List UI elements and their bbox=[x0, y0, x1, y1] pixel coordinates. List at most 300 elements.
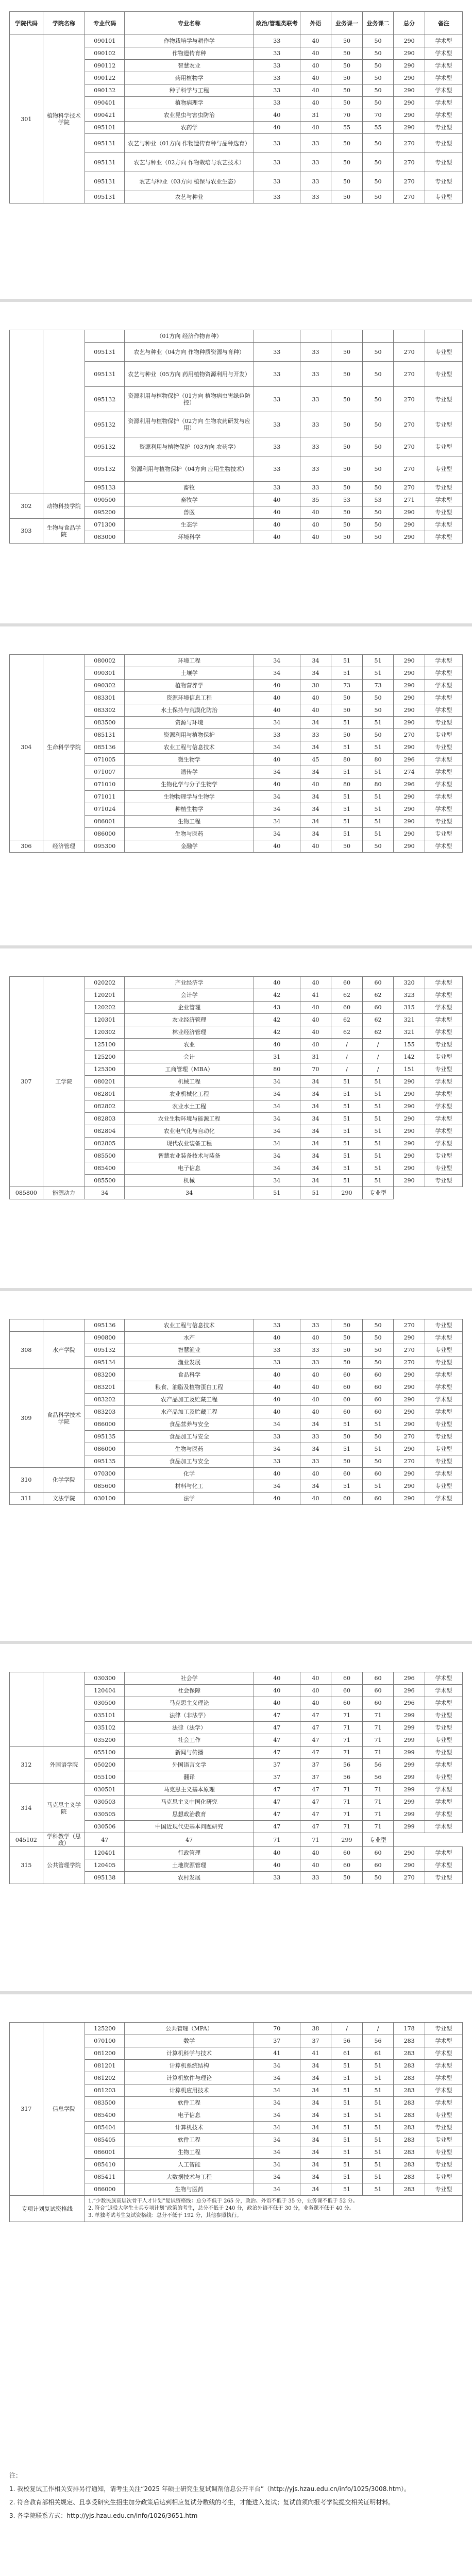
score-cell: 62 bbox=[362, 1026, 394, 1039]
major-name-cell: 资源利用与植物保护（01方向 植物病虫害绿色防控） bbox=[125, 387, 254, 412]
major-name-cell: 土壤学 bbox=[125, 667, 254, 680]
score-cell: 51 bbox=[331, 1418, 363, 1431]
score-cell: 56 bbox=[331, 1771, 363, 1784]
score-cell: 270 bbox=[394, 437, 425, 456]
score-cell: 34 bbox=[300, 655, 331, 667]
table-row bbox=[10, 35, 463, 47]
score-cell: 40 bbox=[300, 1468, 331, 1480]
score-cell: 34 bbox=[300, 1480, 331, 1493]
major-name-cell: 农艺与种业（05方向 药用植物资源利用与开发） bbox=[125, 362, 254, 387]
major-code-cell: 095133 bbox=[85, 482, 125, 494]
score-cell: 290 bbox=[394, 667, 425, 680]
score-cell: 34 bbox=[254, 1480, 300, 1493]
table-row bbox=[10, 1847, 463, 1859]
score-cell: 专业型 bbox=[362, 1833, 394, 1847]
score-cell: 33 bbox=[300, 343, 331, 362]
major-name-cell: 法律（非法学） bbox=[125, 1709, 254, 1722]
major-code-cell: 030100 bbox=[85, 1493, 125, 1505]
score-cell: 60 bbox=[331, 1672, 363, 1685]
major-name-cell: 资源利用与植物保护 bbox=[125, 729, 254, 741]
score-cell: 34 bbox=[300, 791, 331, 803]
major-name-cell: 食品加工与安全 bbox=[125, 1431, 254, 1443]
score-table bbox=[9, 11, 463, 204]
table-row bbox=[10, 840, 463, 853]
score-cell: 71 bbox=[254, 1833, 300, 1847]
score-cell: 41 bbox=[300, 2047, 331, 2060]
score-cell: 290 bbox=[394, 1138, 425, 1150]
score-cell: 40 bbox=[300, 519, 331, 531]
score-cell: 51 bbox=[362, 741, 394, 754]
score-table bbox=[9, 1672, 463, 1884]
college-code-cell: 302 bbox=[10, 494, 43, 519]
major-name-cell: 智慧农业 bbox=[125, 60, 254, 72]
score-cell: 40 bbox=[300, 1859, 331, 1872]
score-cell: 71 bbox=[362, 1709, 394, 1722]
score-cell: 62 bbox=[331, 1026, 363, 1039]
score-cell: 60 bbox=[331, 1406, 363, 1418]
major-name-cell: 畜牧学 bbox=[125, 494, 254, 506]
major-code-cell: 120401 bbox=[85, 1847, 125, 1859]
score-cell: 学术型 bbox=[425, 1468, 462, 1480]
score-cell: 50 bbox=[331, 412, 363, 437]
score-cell: 62 bbox=[362, 1014, 394, 1026]
major-name-cell: 资源环境信息工程 bbox=[125, 692, 254, 704]
table-row bbox=[10, 330, 463, 343]
major-code-cell bbox=[85, 330, 125, 343]
major-name-cell: 机械工程 bbox=[125, 1076, 254, 1088]
score-cell: 80 bbox=[362, 754, 394, 766]
major-name-cell: 农艺与种业（03方向 植保与农业生态） bbox=[125, 172, 254, 191]
score-cell: 34 bbox=[300, 1443, 331, 1455]
score-cell: 33 bbox=[300, 1319, 331, 1332]
score-cell: 290 bbox=[394, 72, 425, 84]
college-name-cell: 化学学院 bbox=[43, 1468, 85, 1493]
major-code-cell: 086000 bbox=[85, 828, 125, 840]
score-cell: 学术型 bbox=[425, 1394, 462, 1406]
score-cell: 60 bbox=[362, 1697, 394, 1709]
major-name-cell: 生物工程 bbox=[125, 2146, 254, 2159]
score-cell: 40 bbox=[300, 1026, 331, 1039]
major-name-cell: 计算机技术 bbox=[125, 2122, 254, 2134]
table-page-3 bbox=[9, 654, 463, 853]
score-cell: 315 bbox=[394, 1002, 425, 1014]
major-code-cell: 083500 bbox=[85, 2097, 125, 2109]
score-cell: 40 bbox=[300, 1014, 331, 1026]
score-cell: 51 bbox=[331, 2122, 363, 2134]
score-cell: 40 bbox=[254, 704, 300, 717]
major-name-cell: 农艺与种业（02方向 作物栽培与农艺技术） bbox=[125, 153, 254, 172]
major-name-cell: 材料与化工 bbox=[125, 1480, 254, 1493]
score-cell bbox=[394, 330, 425, 343]
major-code-cell: 083201 bbox=[85, 1381, 125, 1394]
major-code-cell: 083203 bbox=[85, 1406, 125, 1418]
major-name-cell: 工商管理（MBA） bbox=[125, 1063, 254, 1076]
score-cell: 40 bbox=[254, 1672, 300, 1685]
score-cell: 270 bbox=[394, 343, 425, 362]
major-code-cell: 083301 bbox=[85, 692, 125, 704]
score-cell: 283 bbox=[394, 2035, 425, 2047]
score-cell: 40 bbox=[254, 754, 300, 766]
page-separator bbox=[0, 299, 472, 302]
score-cell: 专业型 bbox=[425, 1418, 462, 1431]
college-code-cell: 306 bbox=[10, 840, 43, 853]
major-code-cell: 120301 bbox=[85, 1014, 125, 1026]
score-cell: 40 bbox=[300, 1394, 331, 1406]
major-name-cell: 人工智能 bbox=[125, 2159, 254, 2171]
score-cell: 47 bbox=[254, 1709, 300, 1722]
score-cell: 34 bbox=[300, 2183, 331, 2196]
score-cell: 270 bbox=[394, 482, 425, 494]
score-cell: 290 bbox=[394, 1113, 425, 1125]
major-code-cell: 071300 bbox=[85, 519, 125, 531]
major-code-cell: 080201 bbox=[85, 1076, 125, 1088]
major-name-cell: 食品科学 bbox=[125, 1369, 254, 1381]
score-cell: 50 bbox=[331, 519, 363, 531]
college-name-cell: 公共管理学院 bbox=[43, 1847, 85, 1884]
score-cell: 专业型 bbox=[425, 1063, 462, 1076]
page-separator bbox=[0, 1991, 472, 1994]
score-cell: 40 bbox=[254, 1369, 300, 1381]
score-cell: 51 bbox=[362, 1175, 394, 1187]
score-cell: 40 bbox=[254, 1394, 300, 1406]
score-cell: 34 bbox=[300, 2159, 331, 2171]
score-cell: 47 bbox=[300, 1821, 331, 1833]
score-cell: 299 bbox=[394, 1821, 425, 1833]
score-cell: 50 bbox=[362, 1431, 394, 1443]
score-cell: 290 bbox=[394, 47, 425, 60]
major-code-cell: 071007 bbox=[85, 766, 125, 778]
score-cell: 51 bbox=[362, 1418, 394, 1431]
score-cell: 33 bbox=[300, 1455, 331, 1468]
score-cell: 56 bbox=[331, 1759, 363, 1771]
score-cell: 290 bbox=[394, 1493, 425, 1505]
major-code-cell: 095136 bbox=[85, 1319, 125, 1332]
score-cell: 50 bbox=[362, 531, 394, 544]
score-cell: 40 bbox=[300, 840, 331, 853]
major-name-cell: 环境工程 bbox=[125, 655, 254, 667]
score-cell: 34 bbox=[300, 816, 331, 828]
major-name-cell: 水产品加工及贮藏工程 bbox=[125, 1406, 254, 1418]
score-cell: 51 bbox=[331, 1150, 363, 1162]
major-code-cell: 071010 bbox=[85, 778, 125, 791]
college-code-cell bbox=[10, 330, 43, 494]
score-cell: 40 bbox=[300, 1406, 331, 1418]
score-cell: 51 bbox=[331, 1088, 363, 1100]
note-item-3: 3. 各学院联系方式：http://yjs.hzau.edu.cn/info/1026/3651.htm bbox=[9, 2512, 198, 2519]
major-code-cell: 095135 bbox=[85, 1455, 125, 1468]
score-cell: 31 bbox=[300, 109, 331, 122]
score-cell: 51 bbox=[362, 2134, 394, 2146]
score-cell: 专业型 bbox=[425, 2134, 462, 2146]
score-cell: 34 bbox=[254, 667, 300, 680]
score-cell: 专业型 bbox=[425, 1162, 462, 1175]
major-name-cell: 生物与医药 bbox=[125, 2183, 254, 2196]
major-code-cell: 083200 bbox=[85, 1369, 125, 1381]
score-cell: 80 bbox=[254, 1063, 300, 1076]
score-cell: 33 bbox=[254, 412, 300, 437]
score-cell: 50 bbox=[362, 729, 394, 741]
page-separator bbox=[0, 945, 472, 948]
score-cell: 33 bbox=[300, 1872, 331, 1884]
score-cell: 50 bbox=[362, 47, 394, 60]
score-cell: 60 bbox=[362, 1847, 394, 1859]
special-plan-line: 3. 单独考试考生复试资格线：总分不低于 192 分，其他参照执行。 bbox=[88, 2213, 242, 2218]
score-cell: 41 bbox=[254, 2047, 300, 2060]
score-cell: 290 bbox=[394, 791, 425, 803]
score-cell: 40 bbox=[254, 1493, 300, 1505]
score-cell: / bbox=[362, 1051, 394, 1063]
notes-title: 注： bbox=[9, 2472, 22, 2479]
score-cell: 290 bbox=[394, 1381, 425, 1394]
score-cell: 50 bbox=[362, 1332, 394, 1344]
score-cell: 34 bbox=[300, 667, 331, 680]
score-cell: 学术型 bbox=[425, 1088, 462, 1100]
score-cell: 38 bbox=[300, 2023, 331, 2035]
score-cell: 34 bbox=[254, 2159, 300, 2171]
score-cell: 290 bbox=[394, 1468, 425, 1480]
score-cell: 40 bbox=[254, 1381, 300, 1394]
major-code-cell: 085600 bbox=[85, 1480, 125, 1493]
score-cell: 299 bbox=[394, 1784, 425, 1796]
score-cell: 专业型 bbox=[425, 362, 462, 387]
score-cell: 60 bbox=[362, 1369, 394, 1381]
score-cell: 专业型 bbox=[425, 506, 462, 519]
score-cell: 专业型 bbox=[425, 2109, 462, 2122]
table-row bbox=[10, 1833, 463, 1847]
college-code-cell: 309 bbox=[10, 1369, 43, 1468]
score-cell: 70 bbox=[300, 1063, 331, 1076]
score-cell: 60 bbox=[362, 1493, 394, 1505]
major-code-cell: 086001 bbox=[85, 2146, 125, 2159]
column-header: 学院代码 bbox=[10, 12, 43, 35]
major-code-cell: 095200 bbox=[85, 506, 125, 519]
score-cell: 34 bbox=[300, 717, 331, 729]
major-code-cell: 030300 bbox=[85, 1672, 125, 1685]
score-cell: 51 bbox=[362, 1076, 394, 1088]
score-cell: 290 bbox=[394, 1418, 425, 1431]
major-name-cell: 社会学 bbox=[125, 1672, 254, 1685]
score-cell: 142 bbox=[394, 1051, 425, 1063]
score-cell: 34 bbox=[300, 2060, 331, 2072]
score-cell: 34 bbox=[254, 2183, 300, 2196]
score-cell: 290 bbox=[394, 1859, 425, 1872]
score-cell: 50 bbox=[331, 84, 363, 97]
score-cell: 270 bbox=[394, 729, 425, 741]
score-cell: 50 bbox=[331, 387, 363, 412]
major-code-cell: 095132 bbox=[85, 456, 125, 482]
score-cell: 学术型 bbox=[425, 1859, 462, 1872]
score-cell: 50 bbox=[362, 1344, 394, 1357]
major-code-cell: 085400 bbox=[85, 2109, 125, 2122]
score-cell: 60 bbox=[331, 1394, 363, 1406]
score-table bbox=[9, 2022, 463, 2222]
score-cell: 专业型 bbox=[425, 2122, 462, 2134]
score-cell: / bbox=[362, 2023, 394, 2035]
major-code-cell: 071024 bbox=[85, 803, 125, 816]
score-cell: 33 bbox=[254, 362, 300, 387]
score-cell: 51 bbox=[331, 741, 363, 754]
score-cell: 专业型 bbox=[425, 1344, 462, 1357]
score-cell: 283 bbox=[394, 2183, 425, 2196]
score-cell: 40 bbox=[300, 1493, 331, 1505]
score-cell: 41 bbox=[300, 989, 331, 1002]
major-code-cell: 090101 bbox=[85, 35, 125, 47]
table-row bbox=[10, 1187, 463, 1199]
score-cell: 71 bbox=[362, 1821, 394, 1833]
score-cell: 学术型 bbox=[425, 1784, 462, 1796]
score-cell: 33 bbox=[254, 84, 300, 97]
major-code-cell: 050200 bbox=[85, 1759, 125, 1771]
score-cell: 51 bbox=[362, 2171, 394, 2183]
score-cell: 271 bbox=[394, 494, 425, 506]
score-cell: 专业型 bbox=[425, 1039, 462, 1051]
score-cell: 专业型 bbox=[425, 134, 462, 153]
score-cell: 283 bbox=[394, 2084, 425, 2097]
score-cell: 40 bbox=[300, 1369, 331, 1381]
score-cell: 50 bbox=[362, 456, 394, 482]
score-cell: 50 bbox=[362, 692, 394, 704]
score-cell: 50 bbox=[331, 840, 363, 853]
score-cell: 71 bbox=[362, 1808, 394, 1821]
score-cell: 42 bbox=[254, 1014, 300, 1026]
major-code-cell: 095131 bbox=[85, 134, 125, 153]
table-row bbox=[10, 1784, 463, 1796]
major-code-cell: 125100 bbox=[85, 1039, 125, 1051]
score-cell: 37 bbox=[300, 1759, 331, 1771]
score-cell: 283 bbox=[394, 2171, 425, 2183]
score-cell: 50 bbox=[331, 343, 363, 362]
score-cell: 61 bbox=[362, 2047, 394, 2060]
score-cell: 51 bbox=[362, 1443, 394, 1455]
score-cell: 290 bbox=[394, 84, 425, 97]
major-name-cell: 生物与医药 bbox=[125, 1443, 254, 1455]
major-name-cell: 水土保持与荒漠化防治 bbox=[125, 704, 254, 717]
score-cell: 40 bbox=[300, 1685, 331, 1697]
score-cell: 34 bbox=[300, 1418, 331, 1431]
score-cell: 270 bbox=[394, 387, 425, 412]
score-cell: 50 bbox=[362, 153, 394, 172]
score-cell: 学术型 bbox=[425, 655, 462, 667]
score-cell: 专业型 bbox=[425, 1051, 462, 1063]
score-cell: 50 bbox=[362, 482, 394, 494]
score-cell: 51 bbox=[362, 1100, 394, 1113]
table-page-5 bbox=[9, 1319, 463, 1505]
score-cell: 学术型 bbox=[425, 2072, 462, 2084]
score-cell: 51 bbox=[362, 1088, 394, 1100]
special-plan-label: 专项计划复试资格线 bbox=[10, 2196, 85, 2222]
score-cell: 299 bbox=[394, 1722, 425, 1734]
major-code-cell: 095132 bbox=[85, 387, 125, 412]
major-name-cell: 智慧渔业 bbox=[125, 1344, 254, 1357]
score-cell: 学术型 bbox=[425, 1697, 462, 1709]
score-cell: 专业型 bbox=[425, 456, 462, 482]
score-cell: 47 bbox=[300, 1747, 331, 1759]
score-cell: 51 bbox=[331, 1162, 363, 1175]
score-cell: 专业型 bbox=[425, 2146, 462, 2159]
score-cell: 40 bbox=[300, 704, 331, 717]
score-cell: 40 bbox=[300, 122, 331, 134]
major-name-cell: 社会工作 bbox=[125, 1734, 254, 1747]
major-name-cell: 畜牧 bbox=[125, 482, 254, 494]
major-name-cell: 食品营养与安全 bbox=[125, 1418, 254, 1431]
score-cell: 47 bbox=[300, 1734, 331, 1747]
score-cell: 270 bbox=[394, 191, 425, 204]
score-cell: 33 bbox=[254, 1344, 300, 1357]
score-cell: 40 bbox=[300, 47, 331, 60]
score-cell: 60 bbox=[362, 1394, 394, 1406]
score-cell: 学术型 bbox=[425, 667, 462, 680]
score-cell: 290 bbox=[394, 828, 425, 840]
score-cell: 33 bbox=[254, 1319, 300, 1332]
score-cell: 50 bbox=[331, 704, 363, 717]
score-cell: 学术型 bbox=[425, 1076, 462, 1088]
score-cell: 50 bbox=[362, 1872, 394, 1884]
score-table bbox=[9, 654, 463, 853]
score-cell: 33 bbox=[300, 456, 331, 482]
score-cell: 71 bbox=[331, 1747, 363, 1759]
major-code-cell: 125300 bbox=[85, 1063, 125, 1076]
score-cell: 33 bbox=[300, 191, 331, 204]
major-name-cell: 机械 bbox=[125, 1175, 254, 1187]
score-cell: 40 bbox=[300, 97, 331, 109]
score-cell bbox=[254, 330, 300, 343]
score-cell: 290 bbox=[394, 840, 425, 853]
major-code-cell: 095135 bbox=[85, 1431, 125, 1443]
score-cell: 40 bbox=[254, 1406, 300, 1418]
major-name-cell: 农业 bbox=[125, 1039, 254, 1051]
major-code-cell: 120302 bbox=[85, 1026, 125, 1039]
score-cell: 专业型 bbox=[425, 1734, 462, 1747]
major-name-cell: 农艺与种业（04方向 作物种质资源与育种） bbox=[125, 343, 254, 362]
college-code-cell: 311 bbox=[10, 1493, 43, 1505]
score-cell: 40 bbox=[300, 1697, 331, 1709]
score-cell: 专业型 bbox=[425, 1771, 462, 1784]
major-name-cell: 兽医 bbox=[125, 506, 254, 519]
score-cell: 33 bbox=[300, 134, 331, 153]
score-cell: 40 bbox=[254, 122, 300, 134]
score-cell: 290 bbox=[394, 1125, 425, 1138]
score-cell: 50 bbox=[362, 134, 394, 153]
score-cell: 34 bbox=[254, 2109, 300, 2122]
college-code-cell: 303 bbox=[10, 519, 43, 544]
score-cell: 43 bbox=[254, 1002, 300, 1014]
major-code-cell: 090800 bbox=[85, 1332, 125, 1344]
score-cell: 51 bbox=[331, 1100, 363, 1113]
major-code-cell: 095131 bbox=[85, 191, 125, 204]
major-code-cell: 090500 bbox=[85, 494, 125, 506]
score-cell: 学术型 bbox=[425, 47, 462, 60]
score-cell: 155 bbox=[394, 1039, 425, 1051]
score-cell: 40 bbox=[300, 778, 331, 791]
score-cell: 学术型 bbox=[425, 680, 462, 692]
score-cell: 50 bbox=[362, 840, 394, 853]
score-cell: 专业型 bbox=[425, 482, 462, 494]
score-cell: 学术型 bbox=[425, 704, 462, 717]
score-cell: 290 bbox=[394, 35, 425, 47]
score-cell: 270 bbox=[394, 1455, 425, 1468]
table-row bbox=[10, 494, 463, 506]
score-cell: 47 bbox=[300, 1796, 331, 1808]
score-cell: 60 bbox=[331, 977, 363, 989]
major-name-cell: 生态学 bbox=[125, 519, 254, 531]
column-header: 学院名称 bbox=[43, 12, 85, 35]
score-cell: 50 bbox=[331, 362, 363, 387]
score-cell: 40 bbox=[254, 531, 300, 544]
major-code-cell: 045102 bbox=[10, 1833, 43, 1847]
score-cell: 33 bbox=[300, 1357, 331, 1369]
major-name-cell: 农业经济管理 bbox=[125, 1014, 254, 1026]
score-cell: 70 bbox=[362, 109, 394, 122]
